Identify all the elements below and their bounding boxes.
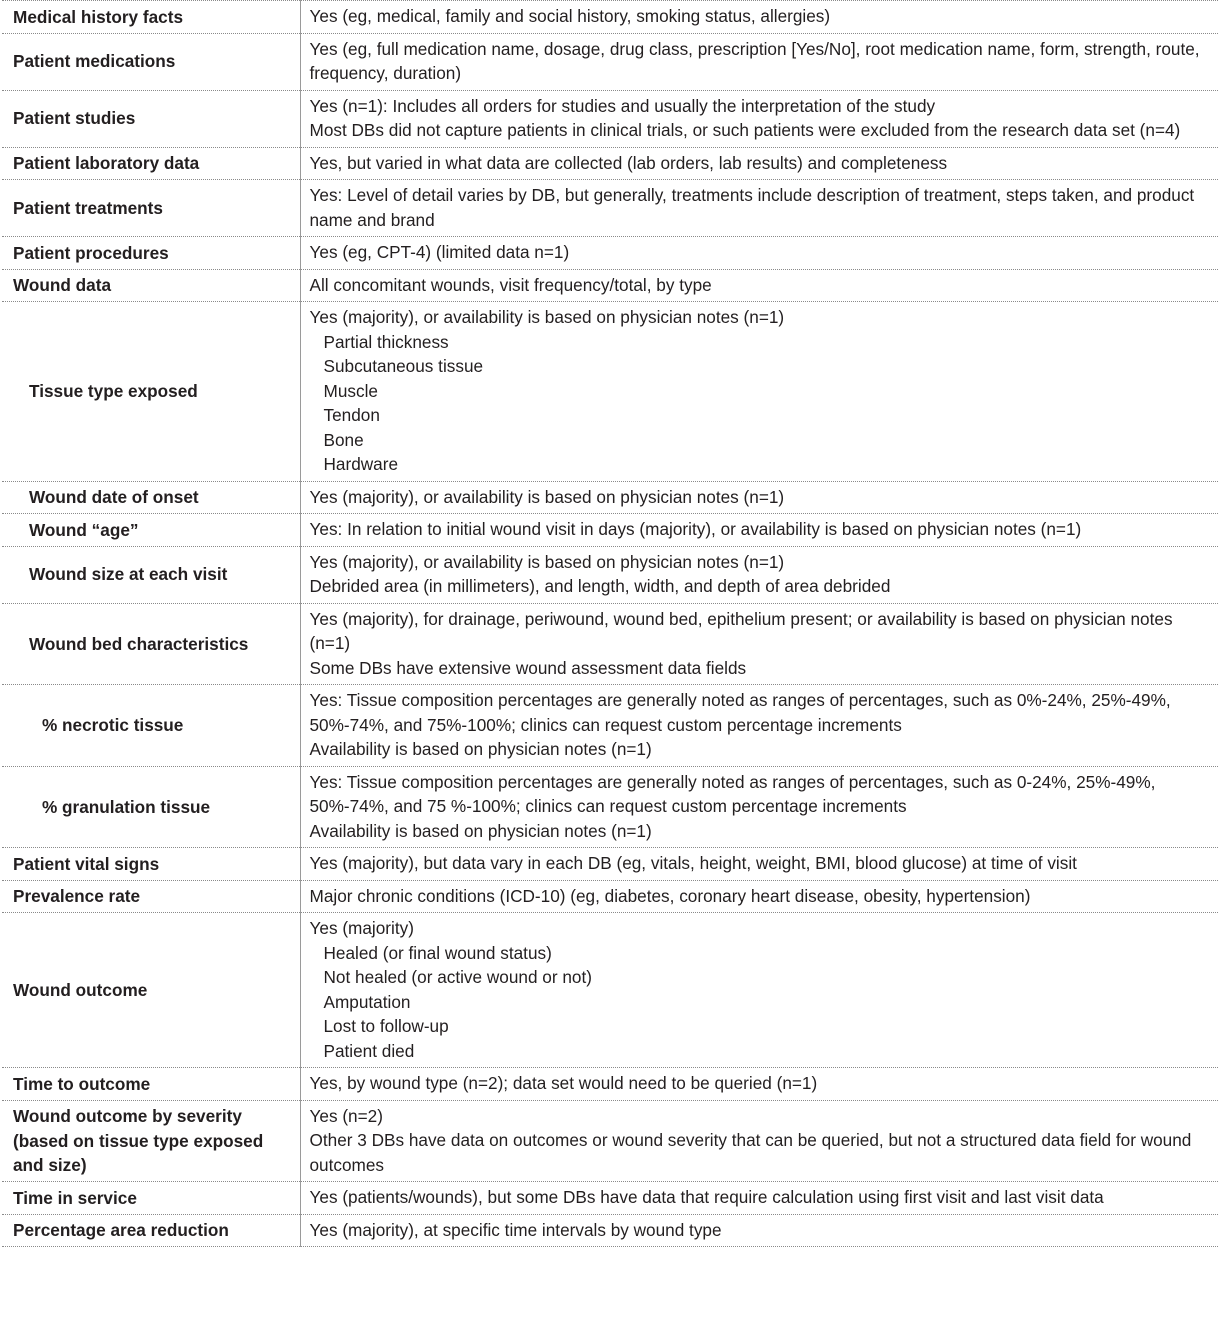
row-label: Wound outcome [2, 913, 300, 1068]
row-label: % granulation tissue [2, 766, 300, 848]
value-line: Yes (patients/wounds), but some DBs have data that require calculation using first visit and last visit data [309, 1187, 1104, 1207]
value-line: Yes: Level of detail varies by DB, but generally, treatments include description of treatment, steps taken, and product name and brand [309, 185, 1195, 230]
value-line: Yes (majority), for drainage, periwound, wound bed, epithelium present; or availability is based on physician notes (n=1) [309, 608, 1173, 653]
value-sub-item: Amputation [323, 991, 411, 1012]
value-line: Yes (eg, medical, family and social history, smoking status, allergies) [309, 6, 831, 26]
row-label: Wound outcome by severity (based on tissue type exposed and size) [2, 1100, 300, 1182]
value-line: Yes: Tissue composition percentages are generally noted as ranges of percentages, such as 0-24%, 25%-49%, 50%-74%, and 75 %-100%; clinics can request custom percentage increments [309, 771, 1156, 816]
row-value [300, 481, 1218, 514]
row-label: Wound “age” [2, 514, 300, 547]
table-row [2, 766, 1218, 848]
table-row [2, 1, 1218, 34]
row-label: Time in service [2, 1182, 300, 1215]
row-value [300, 1068, 1218, 1101]
value-line: Other 3 DBs have data on outcomes or wound severity that can be queried, but not a structured data field for wound outcomes [309, 1130, 1192, 1175]
row-value [300, 302, 1218, 482]
row-value [300, 1, 1218, 34]
value-line: Yes, but varied in what data are collected (lab orders, lab results) and completeness [309, 152, 948, 173]
row-value [300, 237, 1218, 270]
value-line: Yes (majority), at specific time intervals by wound type [309, 1219, 722, 1240]
row-label: Medical history facts [2, 1, 300, 34]
value-line: Some DBs have extensive wound assessment data fields [309, 657, 747, 678]
table-row [2, 913, 1218, 1068]
row-value [300, 90, 1218, 147]
value-line: Availability is based on physician notes (n=1) [309, 820, 652, 841]
table-row [2, 1100, 1218, 1182]
row-value [300, 269, 1218, 302]
value-line: Yes (majority), or availability is based on physician notes (n=1) [309, 486, 785, 507]
table-row [2, 481, 1218, 514]
value-line: Yes (eg, CPT-4) (limited data n=1) [309, 242, 570, 262]
row-value [300, 514, 1218, 547]
table-row [2, 1214, 1218, 1247]
value-line: Yes (majority), or availability is based on physician notes (n=1) [309, 551, 785, 572]
value-line: Yes (majority), but data vary in each DB (eg, vitals, height, weight, BMI, blood glucose) at time of visit [309, 853, 1077, 873]
table-row [2, 1182, 1218, 1215]
value-sub-item: Bone [323, 429, 364, 450]
value-line: Major chronic conditions (ICD-10) (eg, diabetes, coronary heart disease, obesity, hypertension) [309, 885, 1031, 906]
value-sub-item: Lost to follow-up [323, 1016, 449, 1036]
value-line: All concomitant wounds, visit frequency/total, by type [309, 274, 712, 295]
row-label: % necrotic tissue [2, 685, 300, 767]
value-sub-item: Healed (or final wound status) [323, 942, 552, 963]
row-label: Patient treatments [2, 180, 300, 237]
row-label: Patient procedures [2, 237, 300, 270]
row-label: Patient laboratory data [2, 147, 300, 180]
row-value [300, 1100, 1218, 1182]
value-line: Yes: Tissue composition percentages are generally noted as ranges of percentages, such as 0%-24%, 25%-49%, 50%-74%, and 75%-100%; clinics can request custom percentage increments [309, 690, 1171, 735]
value-line: Most DBs did not capture patients in clinical trials, or such patients were excluded from the research data set (n=4) [309, 120, 1181, 140]
value-sub-item: Patient died [323, 1040, 415, 1061]
row-value [300, 1214, 1218, 1247]
row-label: Patient medications [2, 33, 300, 90]
value-line: Yes (eg, full medication name, dosage, drug class, prescription [Yes/No], root medication name, form, strength, route, frequency, duration) [309, 38, 1200, 83]
row-value [300, 880, 1218, 913]
table-row [2, 848, 1218, 881]
row-value [300, 180, 1218, 237]
row-value [300, 913, 1218, 1068]
table-row [2, 302, 1218, 482]
row-label: Wound size at each visit [2, 546, 300, 603]
value-line: Availability is based on physician notes (n=1) [309, 739, 652, 759]
table-row [2, 147, 1218, 180]
value-sub-item: Tendon [323, 405, 380, 425]
table-row [2, 685, 1218, 767]
table-row [2, 33, 1218, 90]
value-sub-item: Muscle [323, 380, 378, 401]
row-value [300, 1182, 1218, 1215]
data-availability-table [2, 0, 1218, 1247]
table-row [2, 514, 1218, 547]
value-line: Yes (n=1): Includes all orders for studies and usually the interpretation of the study [309, 95, 936, 116]
row-label: Wound data [2, 269, 300, 302]
value-line: Yes: In relation to initial wound visit in days (majority), or availability is based on physician notes (n=1) [309, 519, 1082, 539]
value-sub-item: Hardware [323, 454, 399, 474]
row-value [300, 848, 1218, 881]
value-line: Yes (majority), or availability is based on physician notes (n=1) [309, 307, 785, 327]
row-label: Percentage area reduction [2, 1214, 300, 1247]
table-row [2, 180, 1218, 237]
value-line: Yes (majority) [309, 918, 414, 938]
row-label: Wound bed characteristics [2, 603, 300, 685]
row-value [300, 147, 1218, 180]
row-value [300, 603, 1218, 685]
value-sub-item: Not healed (or active wound or not) [323, 967, 592, 987]
table-row [2, 546, 1218, 603]
value-line: Yes, by wound type (n=2); data set would need to be queried (n=1) [309, 1073, 818, 1093]
table-row [2, 90, 1218, 147]
row-label: Wound date of onset [2, 481, 300, 514]
table-row [2, 237, 1218, 270]
table-row [2, 269, 1218, 302]
row-label: Tissue type exposed [2, 302, 300, 482]
row-value [300, 685, 1218, 767]
value-line: Debrided area (in millimeters), and length, width, and depth of area debrided [309, 576, 891, 596]
row-label: Patient studies [2, 90, 300, 147]
value-sub-item: Partial thickness [323, 331, 449, 352]
row-value [300, 766, 1218, 848]
value-sub-item: Subcutaneous tissue [323, 356, 484, 376]
row-label: Prevalence rate [2, 880, 300, 913]
row-label: Patient vital signs [2, 848, 300, 881]
row-value [300, 33, 1218, 90]
table-row [2, 1068, 1218, 1101]
table-body [2, 1, 1218, 1247]
row-label: Time to outcome [2, 1068, 300, 1101]
value-line: Yes (n=2) [309, 1105, 383, 1126]
table-row [2, 880, 1218, 913]
row-value [300, 546, 1218, 603]
table-row [2, 603, 1218, 685]
